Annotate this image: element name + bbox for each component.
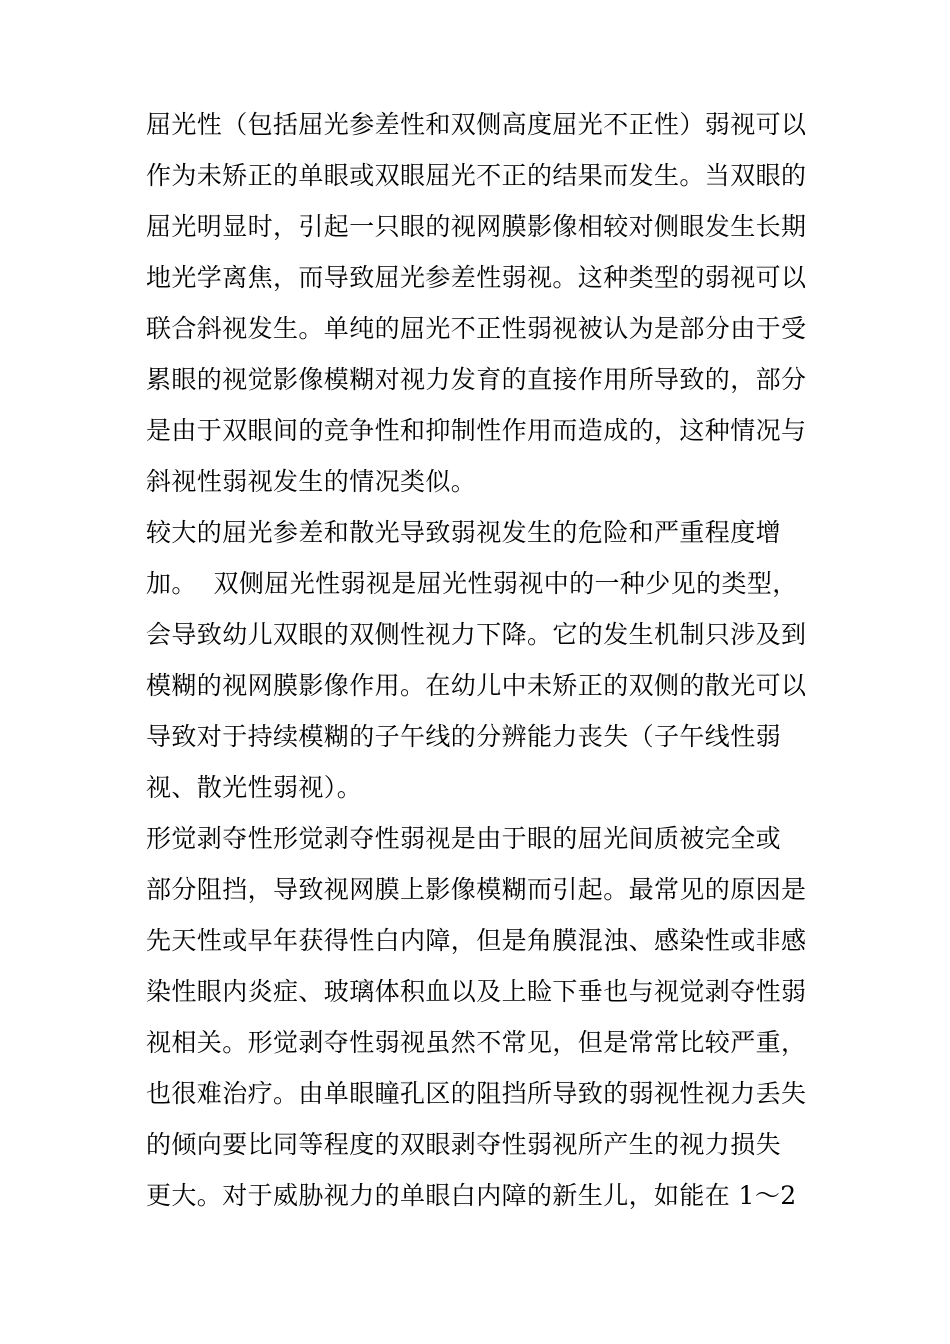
text-line: 视相关。形觉剥夺性弱视虽然不常见，但是常常比较严重， [146, 1028, 807, 1057]
text-line: 也很难治疗。由单眼瞳孔区的阻挡所导致的弱视性视力丢失 [146, 1079, 807, 1108]
text-line: 联合斜视发生。单纯的屈光不正性弱视被认为是部分由于受 [146, 314, 807, 343]
text-line: 先天性或早年获得性白内障，但是角膜混浊、感染性或非感 [146, 926, 807, 955]
text-line: 部分阻挡，导致视网膜上影像模糊而引起。最常见的原因是 [146, 875, 807, 904]
text-line: 形觉剥夺性形觉剥夺性弱视是由于眼的屈光间质被完全或 [146, 824, 782, 853]
text-line: 模糊的视网膜影像作用。在幼儿中未矫正的双侧的散光可以 [146, 671, 807, 700]
text-line: 较大的屈光参差和散光导致弱视发生的危险和严重程度增 [146, 518, 782, 547]
text-line: 视、散光性弱视）。 [146, 773, 363, 802]
body-text [146, 99, 826, 1221]
text-line: 的倾向要比同等程度的双眼剥夺性弱视所产生的视力损失 [146, 1130, 782, 1159]
text-line: 更大。对于威胁视力的单眼白内障的新生儿，如能在 1～2 [146, 1181, 797, 1210]
text-line: 斜视性弱视发生的情况类似。 [146, 467, 477, 496]
text-line: 染性眼内炎症、玻璃体积血以及上睑下垂也与视觉剥夺性弱 [146, 977, 807, 1006]
text-line: 加。 双侧屈光性弱视是屈光性弱视中的一种少见的类型， [146, 569, 798, 598]
text-line: 地光学离焦，而导致屈光参差性弱视。这种类型的弱视可以 [146, 263, 807, 292]
text-line: 会导致幼儿双眼的双侧性视力下降。它的发生机制只涉及到 [146, 620, 807, 649]
text-line: 导致对于持续模糊的子午线的分辨能力丧失（子午线性弱 [146, 722, 782, 751]
text-line: 屈光性（包括屈光参差性和双侧高度屈光不正性）弱视可以 [146, 110, 807, 139]
text-line: 屈光明显时，引起一只眼的视网膜影像相较对侧眼发生长期 [146, 212, 807, 241]
text-line: 是由于双眼间的竞争性和抑制性作用而造成的，这种情况与 [146, 416, 807, 445]
text-line: 累眼的视觉影像模糊对视力发育的直接作用所导致的，部分 [146, 365, 807, 394]
text-line: 作为未矫正的单眼或双眼屈光不正的结果而发生。当双眼的 [146, 161, 807, 190]
